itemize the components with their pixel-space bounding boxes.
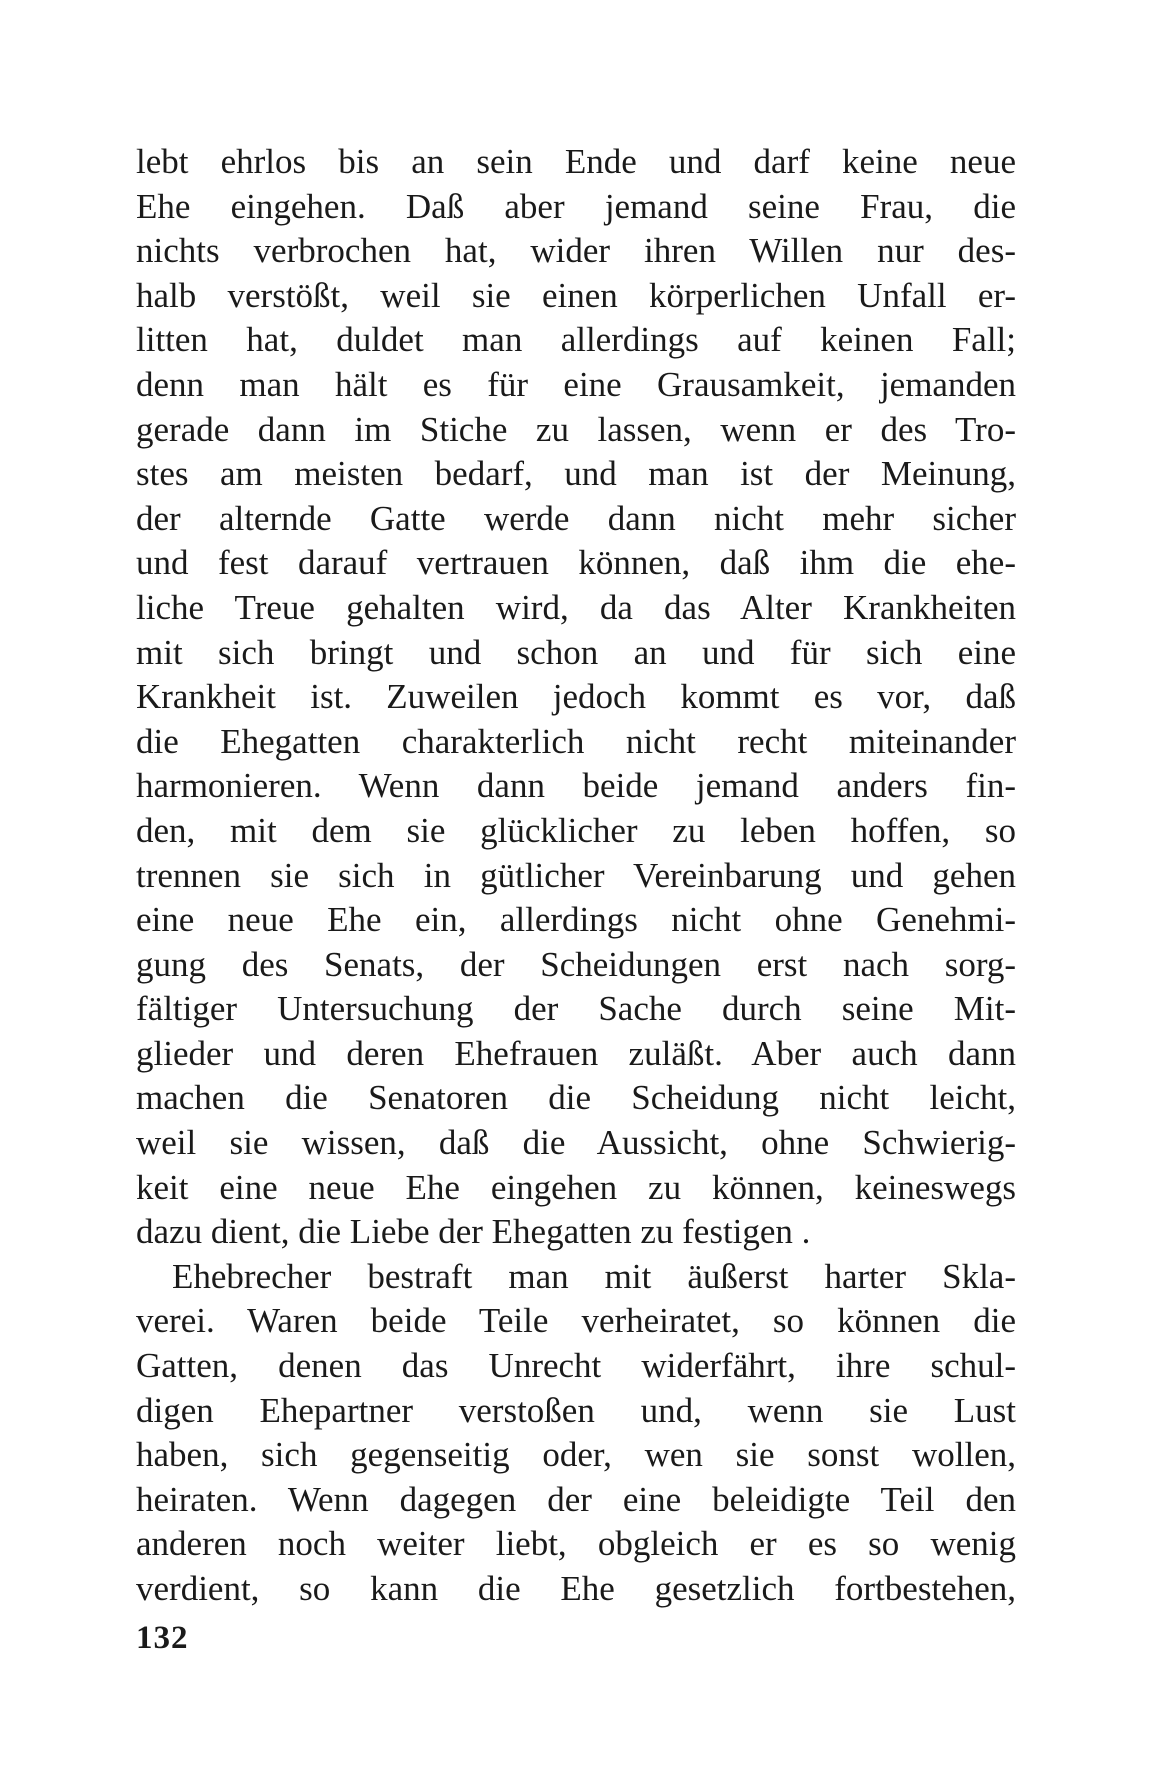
text-line: verdient, so kann die Ehe gesetzlich fortbestehen, — [136, 1569, 1016, 1608]
text-line: den, mit dem sie glücklicher zu leben hoffen, so — [136, 810, 1016, 850]
text-line: trennen sie sich in gütlicher Vereinbarung und gehen — [136, 855, 1016, 895]
text-line: Gatten, denen das Unrecht widerfährt, ihre schul- — [136, 1346, 1016, 1386]
page-number: 132 — [136, 1620, 189, 1656]
text-line: der alternde Gatte werde dann nicht mehr sicher — [136, 498, 1016, 538]
text-line: weil sie wissen, daß die Aussicht, ohne Schwierig- — [136, 1123, 1016, 1163]
text-line: halb verstößt, weil sie einen körperlichen Unfall er- — [136, 275, 1016, 315]
text-line: keit eine neue Ehe eingehen zu können, keineswegs — [136, 1167, 1016, 1207]
text-line: die Ehegatten charakterlich nicht recht miteinander — [136, 721, 1016, 761]
text-line: stes am meisten bedarf, und man ist der Meinung, — [136, 454, 1016, 494]
text-line: machen die Senatoren die Scheidung nicht leicht, — [136, 1078, 1016, 1118]
text-line: denn man hält es für eine Grausamkeit, jemanden — [136, 364, 1016, 404]
text-line: liche Treue gehalten wird, da das Alter Krankheiten — [136, 587, 1016, 627]
text-line: anderen noch weiter liebt, obgleich er es so wenig — [136, 1524, 1016, 1564]
text-line: und fest darauf vertrauen können, daß ihm die ehe- — [136, 543, 1016, 583]
text-line: glieder und deren Ehefrauen zuläßt. Aber auch dann — [136, 1033, 1016, 1073]
paragraph-end-line: dazu dient, die Liebe der Ehegatten zu festigen . — [136, 1212, 811, 1252]
text-line: Krankheit ist. Zuweilen jedoch kommt es vor, daß — [136, 677, 1016, 717]
text-line: litten hat, duldet man allerdings auf keinen Fall; — [136, 320, 1016, 360]
text-line: eine neue Ehe ein, allerdings nicht ohne Genehmi- — [136, 900, 1016, 940]
text-line: digen Ehepartner verstoßen und, wenn sie Lust — [136, 1390, 1016, 1430]
text-line: gung des Senats, der Scheidungen erst nach sorg- — [136, 944, 1016, 984]
body-text — [136, 140, 1016, 1612]
text-line: heiraten. Wenn dagegen der eine beleidigte Teil den — [136, 1479, 1016, 1519]
text-line: mit sich bringt und schon an und für sich eine — [136, 632, 1016, 672]
text-line: Ehe eingehen. Daß aber jemand seine Frau, die — [136, 186, 1016, 226]
text-line: fältiger Untersuchung der Sache durch seine Mit- — [136, 989, 1016, 1029]
text-line: nichts verbrochen hat, wider ihren Willen nur des- — [136, 231, 1016, 271]
text-line: haben, sich gegenseitig oder, wen sie sonst wollen, — [136, 1435, 1016, 1475]
paragraph-start-line: Ehebrecher bestraft man mit äußerst harter Skla- — [172, 1256, 1016, 1296]
text-line: harmonieren. Wenn dann beide jemand anders fin- — [136, 766, 1016, 806]
text-line: gerade dann im Stiche zu lassen, wenn er des Tro- — [136, 409, 1016, 449]
text-line: lebt ehrlos bis an sein Ende und darf keine neue — [136, 142, 1016, 181]
text-line: verei. Waren beide Teile verheiratet, so können die — [136, 1301, 1016, 1341]
